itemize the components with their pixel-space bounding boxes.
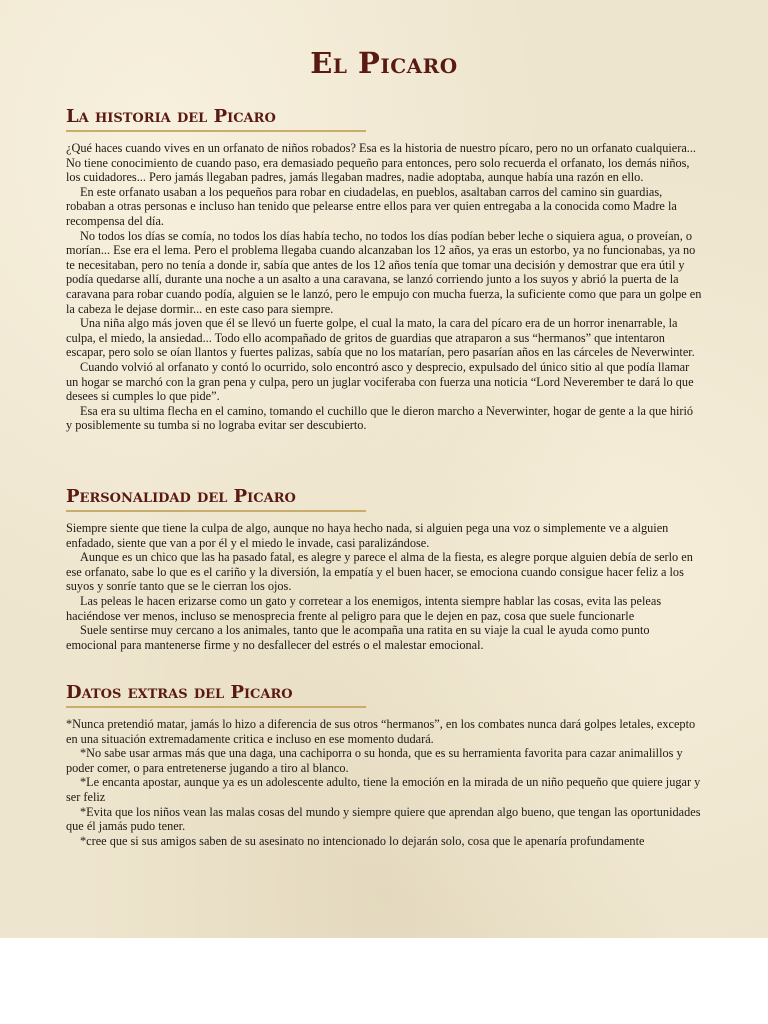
paragraph: Aunque es un chico que las ha pasado fatal, es alegre y parece el alma de la fiesta, es alegre porque alguien debía de serlo en ese orfanato, sabe lo que es el cariño y la diversión, la empatía y el buen hacer, se emociona cuando consigue hacer feliz a los suyos y sonríe tanto que se le cierran los ojos. (66, 550, 693, 594)
paragraph: Suele sentirse muy cercano a los animales, tanto que le acompaña una ratita en su viaje la cual le ayuda como punto emocional para mantenerse firme y no desfallecer del estrés o el malestar emocional. (66, 623, 650, 652)
paragraph: Una niña algo más joven que él se llevó un fuerte golpe, el cual la mato, la cara del pícaro era de un horror inenarrable, la culpa, el miedo, la ansiedad... Todo ello acompañado de gritos de guardias que atraparon a sus “hermanos” que intentaron escapar, pero solo se oían llantos y fuertes palizas, sabía que no los matarían, pero pasarían años en las cárceles de Neverwinter. (66, 316, 695, 360)
section-body (66, 717, 702, 848)
paragraph: ¿Qué haces cuando vives en un orfanato de niños robados? Esa es la historia de nuestro pícaro, pero no un orfanato cualquiera... No tiene conocimiento de cuando paso, era demasiado pequeño para entonces, pero solo recuerda el orfanato, los demás niños, los cuidadores... Pero jamás llegaban padres, jamás llegaban madres, nadie adoptaba, aunque había una razón en ello. (66, 141, 696, 185)
paragraph: Siempre siente que tiene la culpa de algo, aunque no haya hecho nada, si alguien pega una voz o simplemente ve a alguien enfadado, siente que van a por él y el miedo le invade, casi paralizándose. (66, 521, 669, 550)
section-datos-extras (66, 682, 702, 848)
paragraph: Esa era su ultima flecha en el camino, tomando el cuchillo que le dieron marcho a Neverwinter, hogar de gente a la que hirió y posiblemente su tumba si no lograba evitar ser descubierto. (66, 403, 694, 433)
paragraph: En este orfanato usaban a los pequeños para robar en ciudadelas, en pueblos, asaltaban carros del camino sin guardias, robaban a otras personas e incluso han tenido que pelearse entre ellos para ver quien entregaba a la conocida como Madre la recompensa del día. (66, 184, 677, 228)
paragraph: *No sabe usar armas más que una daga, una cachiporra o su honda, que es su herramienta favorita para cazar animalillos y poder comer, o para entretenerse jugando a tiro al blanco. (66, 746, 683, 775)
section-historia (66, 106, 702, 433)
section-heading: La historia del Picaro (66, 106, 366, 132)
paragraph: Cuando volvió al orfanato y contó lo ocurrido, solo encontró asco y desprecio, expulsado del único sitio al que podía llamar un hogar se marchó con la gran pena y culpa, pero un juglar vociferaba con fuerza una noticia “Lord Neverember te dará lo que desees si cumples lo que pide”. (66, 359, 694, 404)
section-heading: Personalidad del Picaro (66, 486, 366, 512)
paragraph: *cree que si sus amigos saben de su asesinato no intencionado lo dejarán solo, cosa que le apenaría profundamente (80, 833, 645, 848)
section-body (66, 141, 702, 433)
paragraph: *Nunca pretendió matar, jamás lo hizo a diferencia de sus otros “hermanos”, en los combates nunca dará golpes letales, excepto en una situación extremadamente critica e incluso en ese momento dudará. (66, 717, 696, 746)
section-personalidad (66, 486, 702, 652)
paragraph: *Le encanta apostar, aunque ya es un adolescente adulto, tiene la emoción en la mirada de un niño pequeño que quiere jugar y ser feliz (66, 775, 701, 804)
section-body (66, 521, 702, 652)
paragraph: *Evita que los niños vean las malas cosas del mundo y siempre quiere que aprendan algo bueno, que tengan las oportunidades que él jamás pudo tener. (66, 804, 701, 834)
paragraph: Las peleas le hacen erizarse como un gato y corretear a los enemigos, intenta siempre hablar las cosas, evita las peleas haciéndose ver menos, incluso se menosprecia frente al peligro para que le dejen en paz, cosa que suele funcionarle (66, 593, 662, 623)
page-title: El Picaro (310, 46, 458, 80)
section-heading: Datos extras del Picaro (66, 682, 366, 708)
paragraph: No todos los días se comía, no todos los días había techo, no todos los días podían beber leche o siquiera agua, o proveían, o morían... Ese era el lema. Pero el problema llegaba cuando alcanzaban los 12 años, ya eras un estorbo, ya no funcionabas, ya no te necesitaban, pero no tenía a donde ir, sabía que antes de los 12 años tenía que tomar una decisión y demostrar que era útil y podía quedarse allí, durante una noche a un asalto a una caravana, se lanzó corriendo junto a los suyos y abrió la puerta de la caravana para robar cuando podía, alguien se le lanzó, pero le empujo con mucha fuerza, la suficiente como que para un golpe en la cabeza le dejase dormir... en este caso para siempre. (66, 228, 702, 316)
